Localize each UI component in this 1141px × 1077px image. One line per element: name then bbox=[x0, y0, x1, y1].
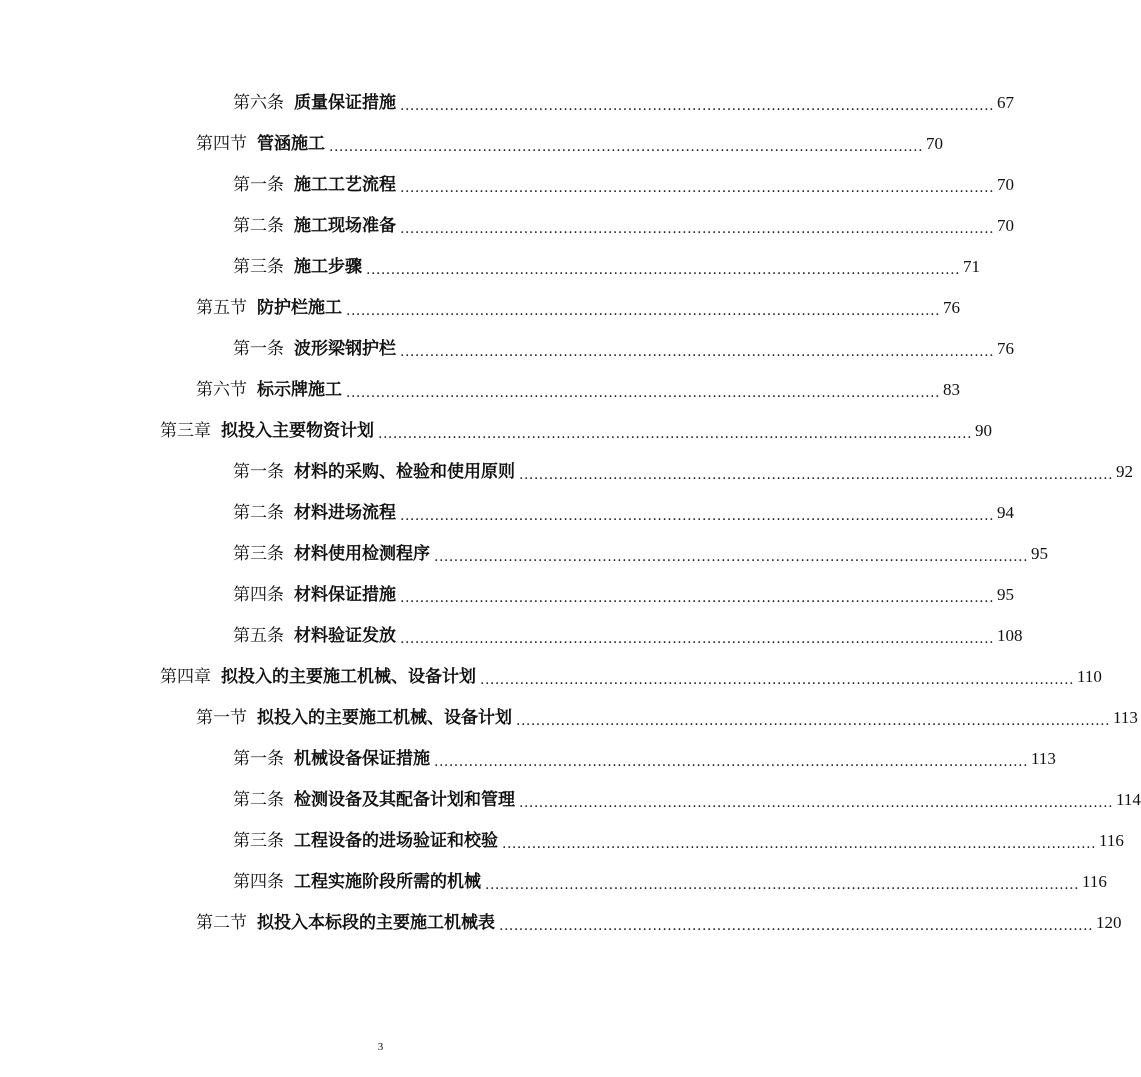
toc-number: 第一条 bbox=[233, 749, 284, 769]
toc-title: 拟投入主要物资计划 bbox=[221, 421, 374, 441]
toc-leader: ........................................................................................................................ bbox=[400, 180, 995, 196]
toc-number: 第一条 bbox=[233, 339, 284, 359]
toc-title: 施工步骤 bbox=[294, 257, 362, 277]
toc-page-number: 108 bbox=[997, 626, 1023, 645]
toc-number: 第四条 bbox=[233, 585, 284, 605]
toc-entry[interactable] bbox=[233, 252, 981, 282]
toc-number: 第四章 bbox=[160, 667, 211, 687]
toc-leader: ........................................................................................................................ bbox=[519, 795, 1114, 811]
toc-page-number: 95 bbox=[997, 585, 1015, 604]
toc-leader: ........................................................................................................................ bbox=[400, 631, 995, 647]
toc-title: 材料进场流程 bbox=[294, 503, 396, 523]
toc-entry[interactable] bbox=[233, 744, 1056, 774]
toc-entry[interactable] bbox=[233, 867, 1107, 897]
toc-title: 防护栏施工 bbox=[257, 298, 342, 318]
toc-title: 工程实施阶段所需的机械 bbox=[294, 872, 481, 892]
toc-entry[interactable] bbox=[233, 457, 1134, 487]
toc-number: 第二条 bbox=[233, 790, 284, 810]
toc-title: 施工工艺流程 bbox=[294, 175, 396, 195]
toc-title: 拟投入本标段的主要施工机械表 bbox=[257, 913, 495, 933]
toc-page-number: 92 bbox=[1116, 462, 1134, 481]
toc-page-number: 116 bbox=[1099, 831, 1124, 850]
toc-title: 工程设备的进场验证和校验 bbox=[294, 831, 498, 851]
page-number: 3 bbox=[377, 1041, 384, 1053]
toc-leader: ........................................................................................................................ bbox=[400, 221, 995, 237]
toc-page-number: 67 bbox=[997, 93, 1015, 112]
toc-leader: ........................................................................................................................ bbox=[329, 139, 924, 155]
toc-number: 第一节 bbox=[196, 708, 247, 728]
toc-page-number: 90 bbox=[975, 421, 993, 440]
toc-page-number: 94 bbox=[997, 503, 1015, 522]
toc-title: 材料验证发放 bbox=[294, 626, 396, 646]
toc-page-number: 95 bbox=[1031, 544, 1049, 563]
toc-leader: ........................................................................................................................ bbox=[346, 385, 941, 401]
toc-number: 第三条 bbox=[233, 257, 284, 277]
toc-leader: ........................................................................................................................ bbox=[366, 262, 961, 278]
toc-number: 第六节 bbox=[196, 380, 247, 400]
toc-entry[interactable] bbox=[196, 375, 961, 405]
toc-number: 第二节 bbox=[196, 913, 247, 933]
toc-title: 波形梁钢护栏 bbox=[294, 339, 396, 359]
toc-entry[interactable] bbox=[233, 826, 1124, 856]
toc-number: 第二条 bbox=[233, 503, 284, 523]
toc-page-number: 83 bbox=[943, 380, 961, 399]
toc-leader: ........................................................................................................................ bbox=[499, 918, 1094, 934]
toc-entry[interactable] bbox=[196, 703, 1138, 733]
toc-number: 第五条 bbox=[233, 626, 284, 646]
toc-title: 管涵施工 bbox=[257, 134, 325, 154]
toc-leader: ........................................................................................................................ bbox=[346, 303, 941, 319]
toc-number: 第三条 bbox=[233, 544, 284, 564]
toc-entry[interactable] bbox=[233, 539, 1049, 569]
toc-entry[interactable] bbox=[196, 129, 944, 159]
toc-title: 材料保证措施 bbox=[294, 585, 396, 605]
toc-page-number: 113 bbox=[1113, 708, 1138, 727]
toc-entry[interactable] bbox=[196, 293, 961, 323]
toc-entry[interactable] bbox=[160, 416, 993, 446]
toc-leader: ........................................................................................................................ bbox=[516, 713, 1111, 729]
toc-entry[interactable] bbox=[233, 334, 1015, 364]
toc-page-number: 116 bbox=[1082, 872, 1107, 891]
toc-leader: ........................................................................................................................ bbox=[519, 467, 1114, 483]
toc-number: 第三条 bbox=[233, 831, 284, 851]
toc-number: 第二条 bbox=[233, 216, 284, 236]
toc-number: 第六条 bbox=[233, 93, 284, 113]
toc-page-number: 70 bbox=[926, 134, 944, 153]
toc-title: 质量保证措施 bbox=[294, 93, 396, 113]
toc-entry[interactable] bbox=[233, 88, 1015, 118]
toc-leader: ........................................................................................................................ bbox=[485, 877, 1080, 893]
toc-page-number: 76 bbox=[997, 339, 1015, 358]
toc-page-number: 120 bbox=[1096, 913, 1122, 932]
toc-entry[interactable] bbox=[196, 908, 1122, 938]
toc-number: 第四节 bbox=[196, 134, 247, 154]
toc-number: 第一条 bbox=[233, 175, 284, 195]
toc-entry[interactable] bbox=[233, 580, 1015, 610]
toc-page-number: 113 bbox=[1031, 749, 1056, 768]
toc-page-number: 71 bbox=[963, 257, 981, 276]
toc-page-number: 70 bbox=[997, 175, 1015, 194]
toc-title: 检测设备及其配备计划和管理 bbox=[294, 790, 515, 810]
toc-number: 第一条 bbox=[233, 462, 284, 482]
toc-number: 第四条 bbox=[233, 872, 284, 892]
toc-leader: ........................................................................................................................ bbox=[400, 590, 995, 606]
toc-page-number: 114 bbox=[1116, 790, 1141, 809]
toc-title: 标示牌施工 bbox=[257, 380, 342, 400]
toc-entry[interactable] bbox=[233, 498, 1015, 528]
toc-entry[interactable] bbox=[233, 621, 1023, 651]
toc-leader: ........................................................................................................................ bbox=[502, 836, 1097, 852]
toc-number: 第三章 bbox=[160, 421, 211, 441]
toc-page-number: 110 bbox=[1077, 667, 1102, 686]
toc-title: 材料的采购、检验和使用原则 bbox=[294, 462, 515, 482]
toc-title: 拟投入的主要施工机械、设备计划 bbox=[221, 667, 476, 687]
toc-title: 材料使用检测程序 bbox=[294, 544, 430, 564]
toc-page-number: 76 bbox=[943, 298, 961, 317]
toc-leader: ........................................................................................................................ bbox=[400, 98, 995, 114]
toc-title: 机械设备保证措施 bbox=[294, 749, 430, 769]
toc-entry[interactable] bbox=[233, 785, 1141, 815]
toc-entry[interactable] bbox=[160, 662, 1102, 692]
toc-leader: ........................................................................................................................ bbox=[400, 508, 995, 524]
toc-leader: ........................................................................................................................ bbox=[378, 426, 973, 442]
toc-title: 施工现场准备 bbox=[294, 216, 396, 236]
toc-leader: ........................................................................................................................ bbox=[434, 754, 1029, 770]
toc-number: 第五节 bbox=[196, 298, 247, 318]
toc-entry[interactable] bbox=[233, 211, 1015, 241]
toc-leader: ........................................................................................................................ bbox=[480, 672, 1075, 688]
toc-leader: ........................................................................................................................ bbox=[434, 549, 1029, 565]
toc-entry[interactable] bbox=[233, 170, 1015, 200]
toc-title: 拟投入的主要施工机械、设备计划 bbox=[257, 708, 512, 728]
toc-page-number: 70 bbox=[997, 216, 1015, 235]
toc-leader: ........................................................................................................................ bbox=[400, 344, 995, 360]
